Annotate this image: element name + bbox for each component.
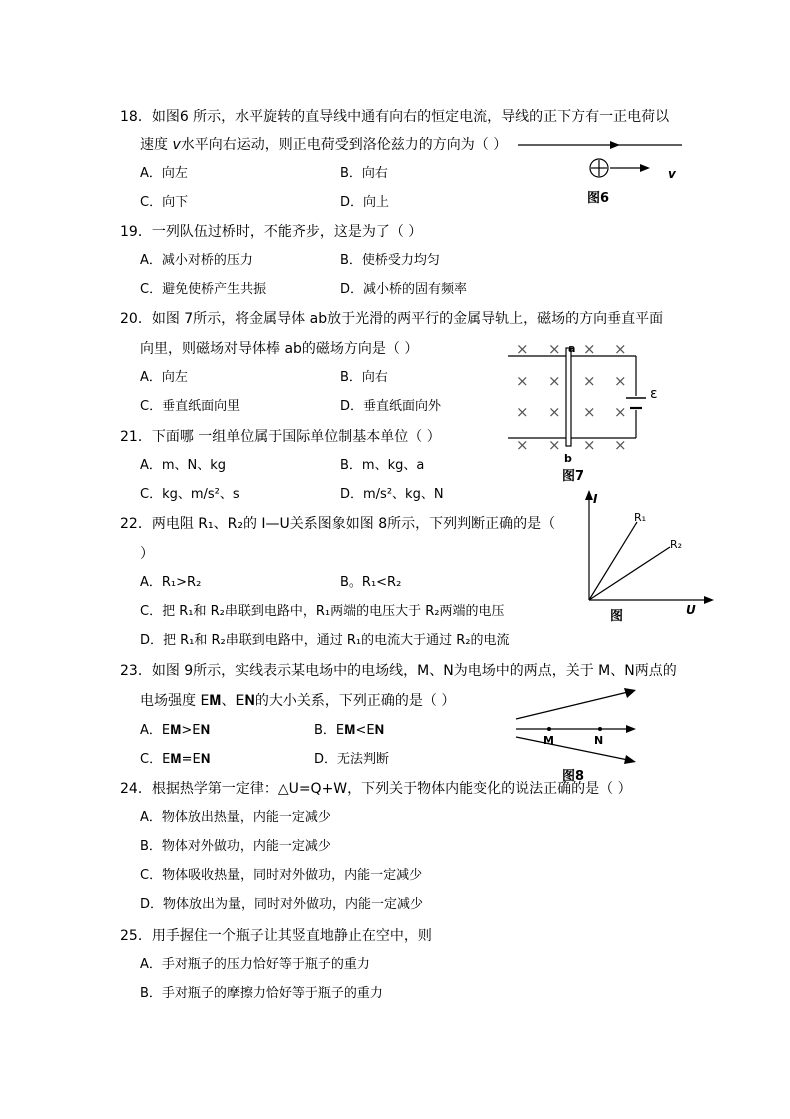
q25-option-b: B．手对瓶子的摩擦力恰好等于瓶子的重力 [140, 986, 383, 1001]
svg-text:×: × [614, 403, 627, 421]
q23-m-label: M [543, 734, 554, 747]
svg-text:×: × [614, 340, 627, 358]
svg-text:×: × [548, 436, 561, 454]
q20-option-b: B．向右 [340, 370, 388, 385]
q22-y-axis-label: I [593, 492, 598, 506]
q22-r1-label: R₁ [634, 511, 647, 524]
q18-option-b: B．向右 [340, 166, 388, 181]
q22-r2-label: R₂ [670, 538, 683, 551]
q18-option-c: C．向下 [140, 195, 189, 210]
q18-stem-line2: 速度 v水平向右运动，则正电荷受到洛伦兹力的方向为（ ） [140, 137, 508, 153]
q18-option-a: A．向左 [140, 166, 188, 181]
q18-velocity-label: v [668, 167, 676, 181]
svg-text:×: × [548, 403, 561, 421]
q25-stem: 25．用手握住一个瓶子让其竖直地静止在空中，则 [120, 928, 432, 944]
q25-option-a: A．手对瓶子的压力恰好等于瓶子的重力 [140, 957, 370, 972]
svg-text:×: × [614, 372, 627, 390]
q19-option-a: A．减小对桥的压力 [140, 253, 253, 268]
q21-option-c: C．kg、m/s²、s [140, 487, 240, 502]
q22-option-c: C．把 R₁和 R₂串联到电路中，R₁两端的电压大于 R₂两端的电压 [140, 604, 505, 619]
q23-figure-label: 图8 [562, 769, 585, 784]
q22-x-axis-label: U [686, 603, 696, 617]
q21-stem: 21．下面哪 一组单位属于国际单位制基本单位（ ） [120, 429, 441, 445]
q22-stem-line2: ） [140, 546, 154, 562]
q20-option-d: D．垂直纸面向外 [340, 399, 442, 414]
q18-option-d: D．向上 [340, 195, 390, 210]
svg-text:×: × [583, 436, 596, 454]
svg-text:×: × [583, 340, 596, 358]
q19-option-b: B．使桥受力均匀 [340, 253, 440, 268]
q22-option-d: D．把 R₁和 R₂串联到电路中，通过 R₁的电流大于通过 R₂的电流 [140, 633, 510, 648]
q20-label-b: b [564, 452, 572, 465]
q20-stem-line1: 20．如图 7所示，将金属导体 ab放于光滑的两平行的金属导轨上，磁场的方向垂直平面 [120, 311, 664, 327]
q20-option-c: C．垂直纸面向里 [140, 399, 241, 414]
field-line-bottom [516, 737, 628, 760]
q23-option-c: C．E𝐌=E𝐍 [140, 752, 211, 767]
q24-option-c: C．物体吸收热量，同时对外做功，内能一定减少 [140, 868, 423, 883]
svg-text:×: × [516, 372, 529, 390]
svg-text:×: × [583, 372, 596, 390]
q21-option-d: D．m/s²、kg、N [340, 487, 444, 502]
q24-option-a: A．物体放出热量，内能一定减少 [140, 810, 331, 825]
q22-option-b: B。R₁<R₂ [340, 575, 402, 590]
q20-label-a: a [568, 342, 576, 355]
q24-stem: 24．根据热学第一定律：△U=Q+W，下列关于物体内能变化的说法正确的是（ ） [120, 781, 632, 797]
q23-stem-line2: 电场强度 E𝐌、E𝐍的大小关系，下列正确的是（ ） [140, 693, 456, 709]
field-line-top [516, 692, 628, 719]
point-m [547, 727, 551, 731]
svg-text:×: × [516, 403, 529, 421]
q20-stem-line2: 向里，则磁场对导体棒 ab的磁场方向是（ ） [140, 341, 419, 357]
q23-option-d: D．无法判断 [314, 752, 390, 767]
svg-text:×: × [548, 372, 561, 390]
q21-option-b: B．m、kg、a [340, 458, 425, 473]
svg-text:×: × [548, 340, 561, 358]
q19-option-d: D．减小桥的固有频率 [340, 282, 468, 297]
q20-option-a: A．向左 [140, 370, 188, 385]
svg-text:×: × [516, 340, 529, 358]
q23-n-label: N [594, 734, 604, 747]
svg-text:×: × [614, 436, 627, 454]
q24-option-b: B．物体对外做功，内能一定减少 [140, 839, 331, 854]
q21-option-a: A．m、N、kg [140, 458, 227, 473]
svg-text:×: × [516, 436, 529, 454]
q20-emf-label: ε [650, 386, 658, 402]
q24-option-d: D．物体放出为量，同时对外做功，内能一定减少 [140, 897, 424, 912]
q23-option-b: B．E𝐌<E𝐍 [314, 723, 385, 738]
q19-stem: 19．一列队伍过桥时，不能齐步，这是为了（ ） [120, 224, 423, 240]
q23-option-a: A．E𝐌>E𝐍 [140, 723, 211, 738]
q22-figure-label: 图 [610, 609, 624, 624]
q18-stem-line1: 18．如图6 所示，水平旋转的直导线中通有向右的恒定电流，导线的正下方有一正电荷以 [120, 109, 670, 125]
q18-figure-label: 图6 [587, 191, 610, 206]
q22-option-a: A．R₁>R₂ [140, 575, 202, 590]
q20-figure-label: 图7 [562, 469, 585, 484]
svg-text:×: × [583, 403, 596, 421]
q19-option-c: C．避免使桥产生共振 [140, 282, 267, 297]
q22-stem-line1: 22．两电阻 R₁、R₂的 I—U关系图象如图 8所示，下列判断正确的是（ [120, 516, 556, 532]
point-n [598, 727, 602, 731]
q23-stem-line1: 23．如图 9所示，实线表示某电场中的电场线，M、N为电场中的两点，关于 M、N两点的 [120, 663, 677, 679]
